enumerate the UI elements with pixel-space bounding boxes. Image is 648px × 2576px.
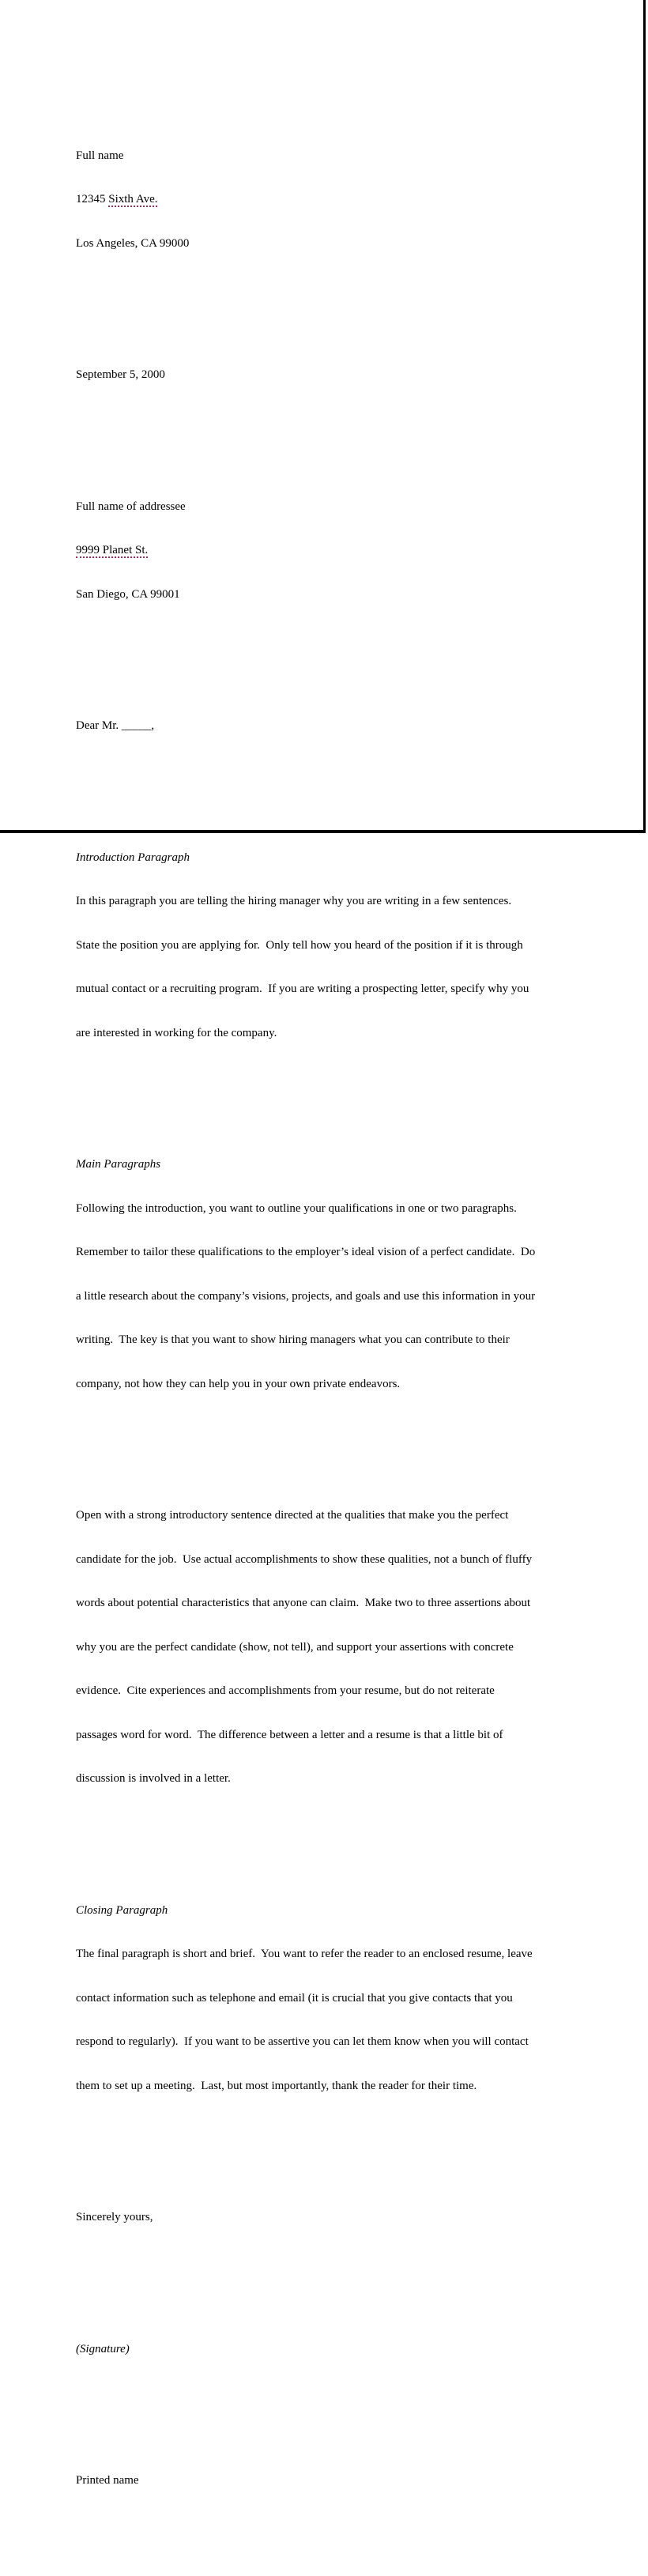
section-heading: Closing Paragraph [76, 1903, 168, 1917]
recipient-name: Full name of addressee [76, 500, 186, 513]
section-heading: Introduction Paragraph [76, 850, 190, 864]
paragraph-line: are interested in working for the company. [76, 1026, 277, 1039]
salutation-suffix: , [151, 719, 155, 732]
sender-address [76, 119, 597, 281]
page-edge-right [643, 0, 646, 833]
recipient-street [76, 543, 597, 558]
paragraph-line: words about potential characteristics that anyone can claim. Make two to three assertions about [76, 1597, 531, 1609]
paragraph-line: candidate for the job. Use actual accomplishments to show these qualities, not a bunch of fluffy [76, 1552, 533, 1566]
paragraph-line: passages word for word. The difference between a letter and a resume is that a little bit of [76, 1728, 503, 1741]
salutation-blank: _____ [121, 719, 152, 732]
paragraph-line: The final paragraph is short and brief. You want to refer the reader to an enclosed resume, leave [76, 1948, 533, 1960]
printed-name: Printed name [76, 2474, 139, 2487]
salutation [76, 689, 597, 763]
letter-date: September 5, 2000 [76, 368, 165, 381]
paragraph-line: In this paragraph you are telling the hiring manager why you are writing in a few sentences. [76, 895, 512, 907]
recipient-street-flagged: 9999 Planet St. [76, 544, 149, 556]
paragraph-line: company, not how they can help you in your own private endeavors. [76, 1377, 401, 1390]
signature-placeholder: (Signature) [76, 2342, 130, 2355]
paragraph-line: Remember to tailor these qualifications to the employer’s ideal vision of a perfect candidate. Do [76, 1246, 536, 1258]
section-main-paragraphs [76, 1128, 597, 1420]
sender-street [76, 192, 597, 207]
paragraph-line: mutual contact or a recruiting program. If you are writing a prospecting letter, specify why you [76, 983, 529, 995]
paragraph-line: Open with a strong introductory sentence directed at the qualities that make you the perfect [76, 1509, 509, 1522]
closing-salutation [76, 2181, 597, 2254]
salutation-prefix: Dear Mr. [76, 719, 122, 732]
sender-city: Los Angeles, CA 99000 [76, 236, 190, 250]
paragraph-line: writing. The key is that you want to show hiring managers what you can contribute to their [76, 1333, 510, 1346]
signature-block [76, 2313, 597, 2386]
page-edge-bottom [0, 830, 646, 833]
sender-street-flagged: Sixth Ave. [108, 193, 158, 206]
salutation-line [76, 718, 597, 734]
section-heading: Main Paragraphs [76, 1158, 161, 1171]
paragraph-line: why you are the perfect candidate (show, not tell), and support your assertions with concrete [76, 1640, 514, 1654]
sender-name: Full name [76, 149, 124, 162]
paragraph-line: State the position you are applying for. Only tell how you heard of the position if it is through [76, 938, 523, 952]
section-main-paragraphs-continued [76, 1479, 597, 1816]
paragraph-line: respond to regularly). If you want to be assertive you can let them know when you will contact [76, 2035, 529, 2048]
sender-street-number: 12345 [76, 193, 109, 206]
paragraph-line: discussion is involved in a letter. [76, 1772, 231, 1785]
date-block [76, 338, 597, 412]
recipient-city: San Diego, CA 99001 [76, 587, 180, 601]
paragraph-line: evidence. Cite experiences and accomplishments from your resume, but do not reiterate [76, 1684, 495, 1697]
section-closing [76, 1874, 597, 2123]
letter-content [76, 75, 597, 2576]
printed-name-block [76, 2444, 597, 2518]
recipient-address [76, 470, 597, 632]
paragraph-line: them to set up a meeting. Last, but most importantly, thank the reader for their time. [76, 2079, 477, 2092]
paragraph-line: a little research about the company’s visions, projects, and goals and use this information in your [76, 1289, 536, 1303]
closing-line: Sincerely yours, [76, 2211, 153, 2223]
paragraph-line: contact information such as telephone and email (it is crucial that you give contacts that you [76, 1991, 513, 2005]
section-introduction [76, 821, 597, 1070]
paragraph-line: Following the introduction, you want to outline your qualifications in one or two paragraphs. [76, 1201, 517, 1215]
